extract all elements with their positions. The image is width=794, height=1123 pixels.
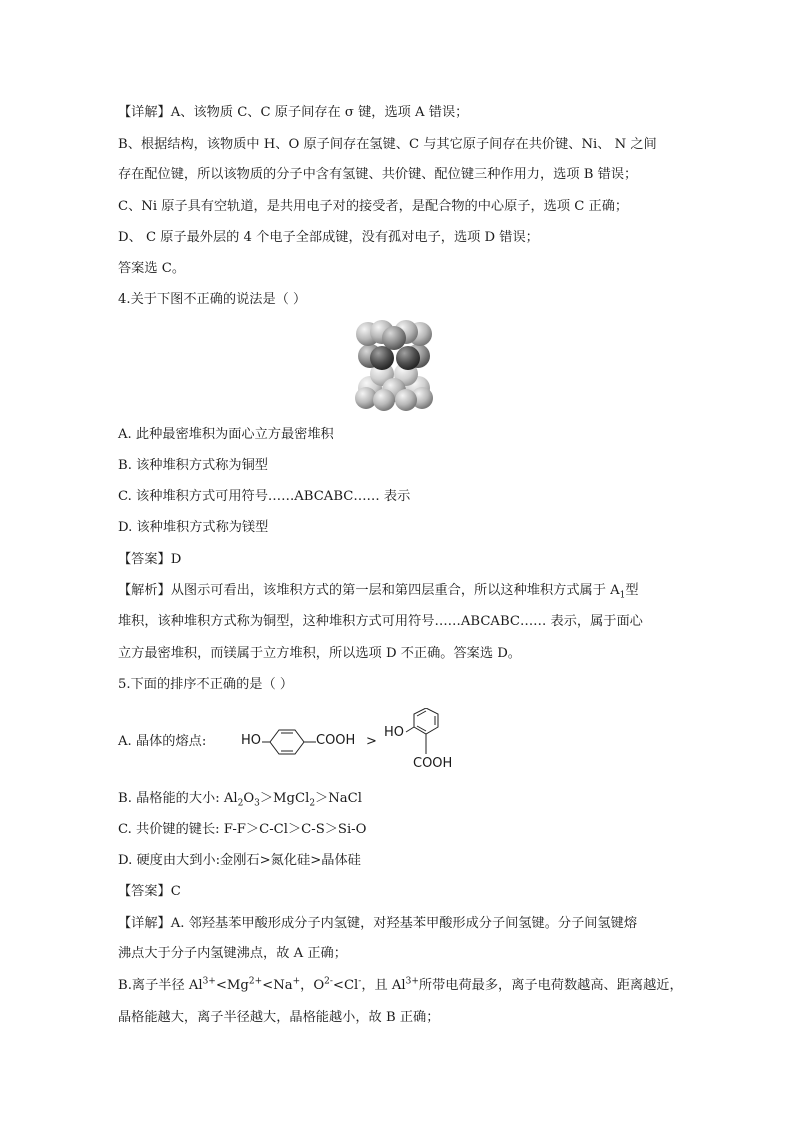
ortho-hydroxybenzoic-acid-structure	[400, 708, 450, 760]
q4-analysis-line2: 堆积，该种堆积方式称为铜型，这种堆积方式可用符号……ABCABC…… 表示，属于面心	[118, 614, 643, 629]
q5-detail-line4: 晶格能越大，离子半径越大，晶格能越小，故 B 正确；	[118, 1010, 440, 1025]
q3-detail-c: C、Ni 原子具有空轨道，是共用电子对的接受者，是配合物的中心原子，选项 C 正确；	[118, 199, 629, 214]
q4-stem: 4.关于下图不正确的说法是（ ）	[118, 292, 307, 307]
q4-analysis-line3: 立方最密堆积，而镁属于立方堆积，所以选项 D 不正确。答案选 D。	[118, 646, 521, 661]
close-packing-illustration	[348, 318, 440, 414]
q5-option-b: B. 晶格能的大小: $Al_2O_3>MgCl_2>NaCl$	[118, 791, 362, 809]
q4-analysis-line1: 【解析】从图示可看出，该堆积方式的第一层和第四层重合，所以这种堆积方式属于 $A_1$型	[118, 583, 639, 601]
q3-detail-a: 【详解】A、该物质 C、C 原子间存在 σ 键，选项 A 错误；	[118, 105, 469, 120]
q5-option-c: C. 共价键的键长: F-F＞C-Cl＞C-S＞Si-O	[118, 822, 367, 837]
q4-option-a: A. 此种最密堆积为面心立方最密堆积	[118, 427, 334, 442]
q5-stem: 5.下面的排序不正确的是（ ）	[118, 677, 294, 692]
q5-option-a-label: A. 晶体的熔点:	[118, 734, 207, 749]
q5-detail-line3: B.离子半径 $Al^{3+}<Mg^{2+}<Na^+$，$O^{2-}<Cl^-$，且 $Al^{3+}$所带电荷最多，离子电荷数越高、距离越近，	[118, 976, 683, 993]
q4-option-d: D. 该种堆积方式称为镁型	[118, 520, 269, 535]
q3-detail-d: D、 C 原子最外层的 4 个电子全部成键，没有孤对电子，选项 D 错误；	[118, 230, 539, 245]
q3-detail-b-line2: 存在配位键，所以该物质的分子中含有氢键、共价键、配位键三种作用力，选项 B 错误；	[118, 167, 638, 182]
q4-answer: 【答案】D	[118, 552, 182, 567]
q4-option-b: B. 该种堆积方式称为铜型	[118, 458, 268, 473]
greater-than-sign: >	[366, 734, 377, 749]
q4-option-c: C. 该种堆积方式可用符号……ABCABC…… 表示	[118, 489, 411, 504]
q5-option-d: D. 硬度由大到小:金刚石>氮化硅>晶体硅	[118, 853, 361, 868]
q3-detail-b-line1: B、根据结构，该物质中 H、O 原子间存在氢键、C 与其它原子间存在共价键、Ni、 N 之间	[118, 137, 657, 152]
q5-answer: 【答案】C	[118, 884, 181, 899]
q3-answer: 答案选 C。	[118, 261, 186, 276]
q5-detail-line2: 沸点大于分子内氢键沸点，故 A 正确；	[118, 946, 347, 961]
para-hydroxybenzoic-acid-structure	[262, 725, 318, 761]
q5-detail-line1: 【详解】A. 邻羟基苯甲酸形成分子内氢键，对羟基苯甲酸形成分子间氢键。分子间氢键熔	[118, 916, 638, 931]
mol1-cooh-label: COOH	[316, 733, 356, 748]
mol1-ho-label: HO	[241, 733, 262, 748]
mol2-cooh-label: COOH	[413, 756, 453, 771]
mol2-ho-label: HO	[384, 725, 405, 740]
